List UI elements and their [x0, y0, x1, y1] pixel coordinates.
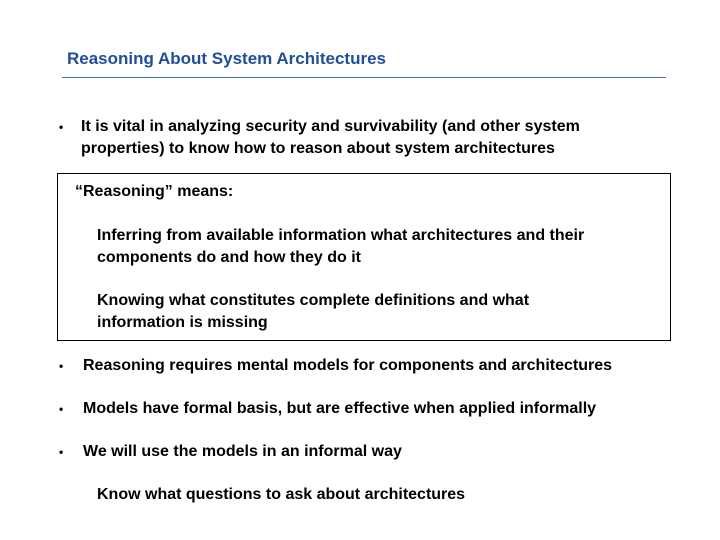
bullet-icon: • — [59, 359, 64, 373]
bullet-item-3: We will use the models in an informal way — [83, 443, 402, 460]
bullet-icon: • — [59, 120, 64, 134]
definition-item-2-line-1: Knowing what constitutes complete definitions and what — [97, 292, 530, 309]
intro-line-1: It is vital in analyzing security and survivability (and other system — [81, 118, 580, 135]
title-underline — [62, 77, 666, 78]
definition-item-1-line-2: components do and how they do it — [97, 249, 361, 266]
bullet-item-2: Models have formal basis, but are effective when applied informally — [83, 400, 597, 417]
bullet-item-1: Reasoning requires mental models for components and architectures — [83, 357, 613, 374]
bullet-icon: • — [59, 445, 64, 459]
sub-point: Know what questions to ask about architectures — [97, 486, 466, 503]
definition-item-1-line-1: Inferring from available information what architectures and their — [97, 227, 585, 244]
definition-heading: “Reasoning” means: — [75, 183, 234, 200]
intro-line-2: properties) to know how to reason about system architectures — [81, 140, 555, 157]
slide-title: Reasoning About System Architectures — [67, 49, 386, 68]
definition-item-2-line-2: information is missing — [97, 314, 268, 331]
bullet-icon: • — [59, 402, 64, 416]
